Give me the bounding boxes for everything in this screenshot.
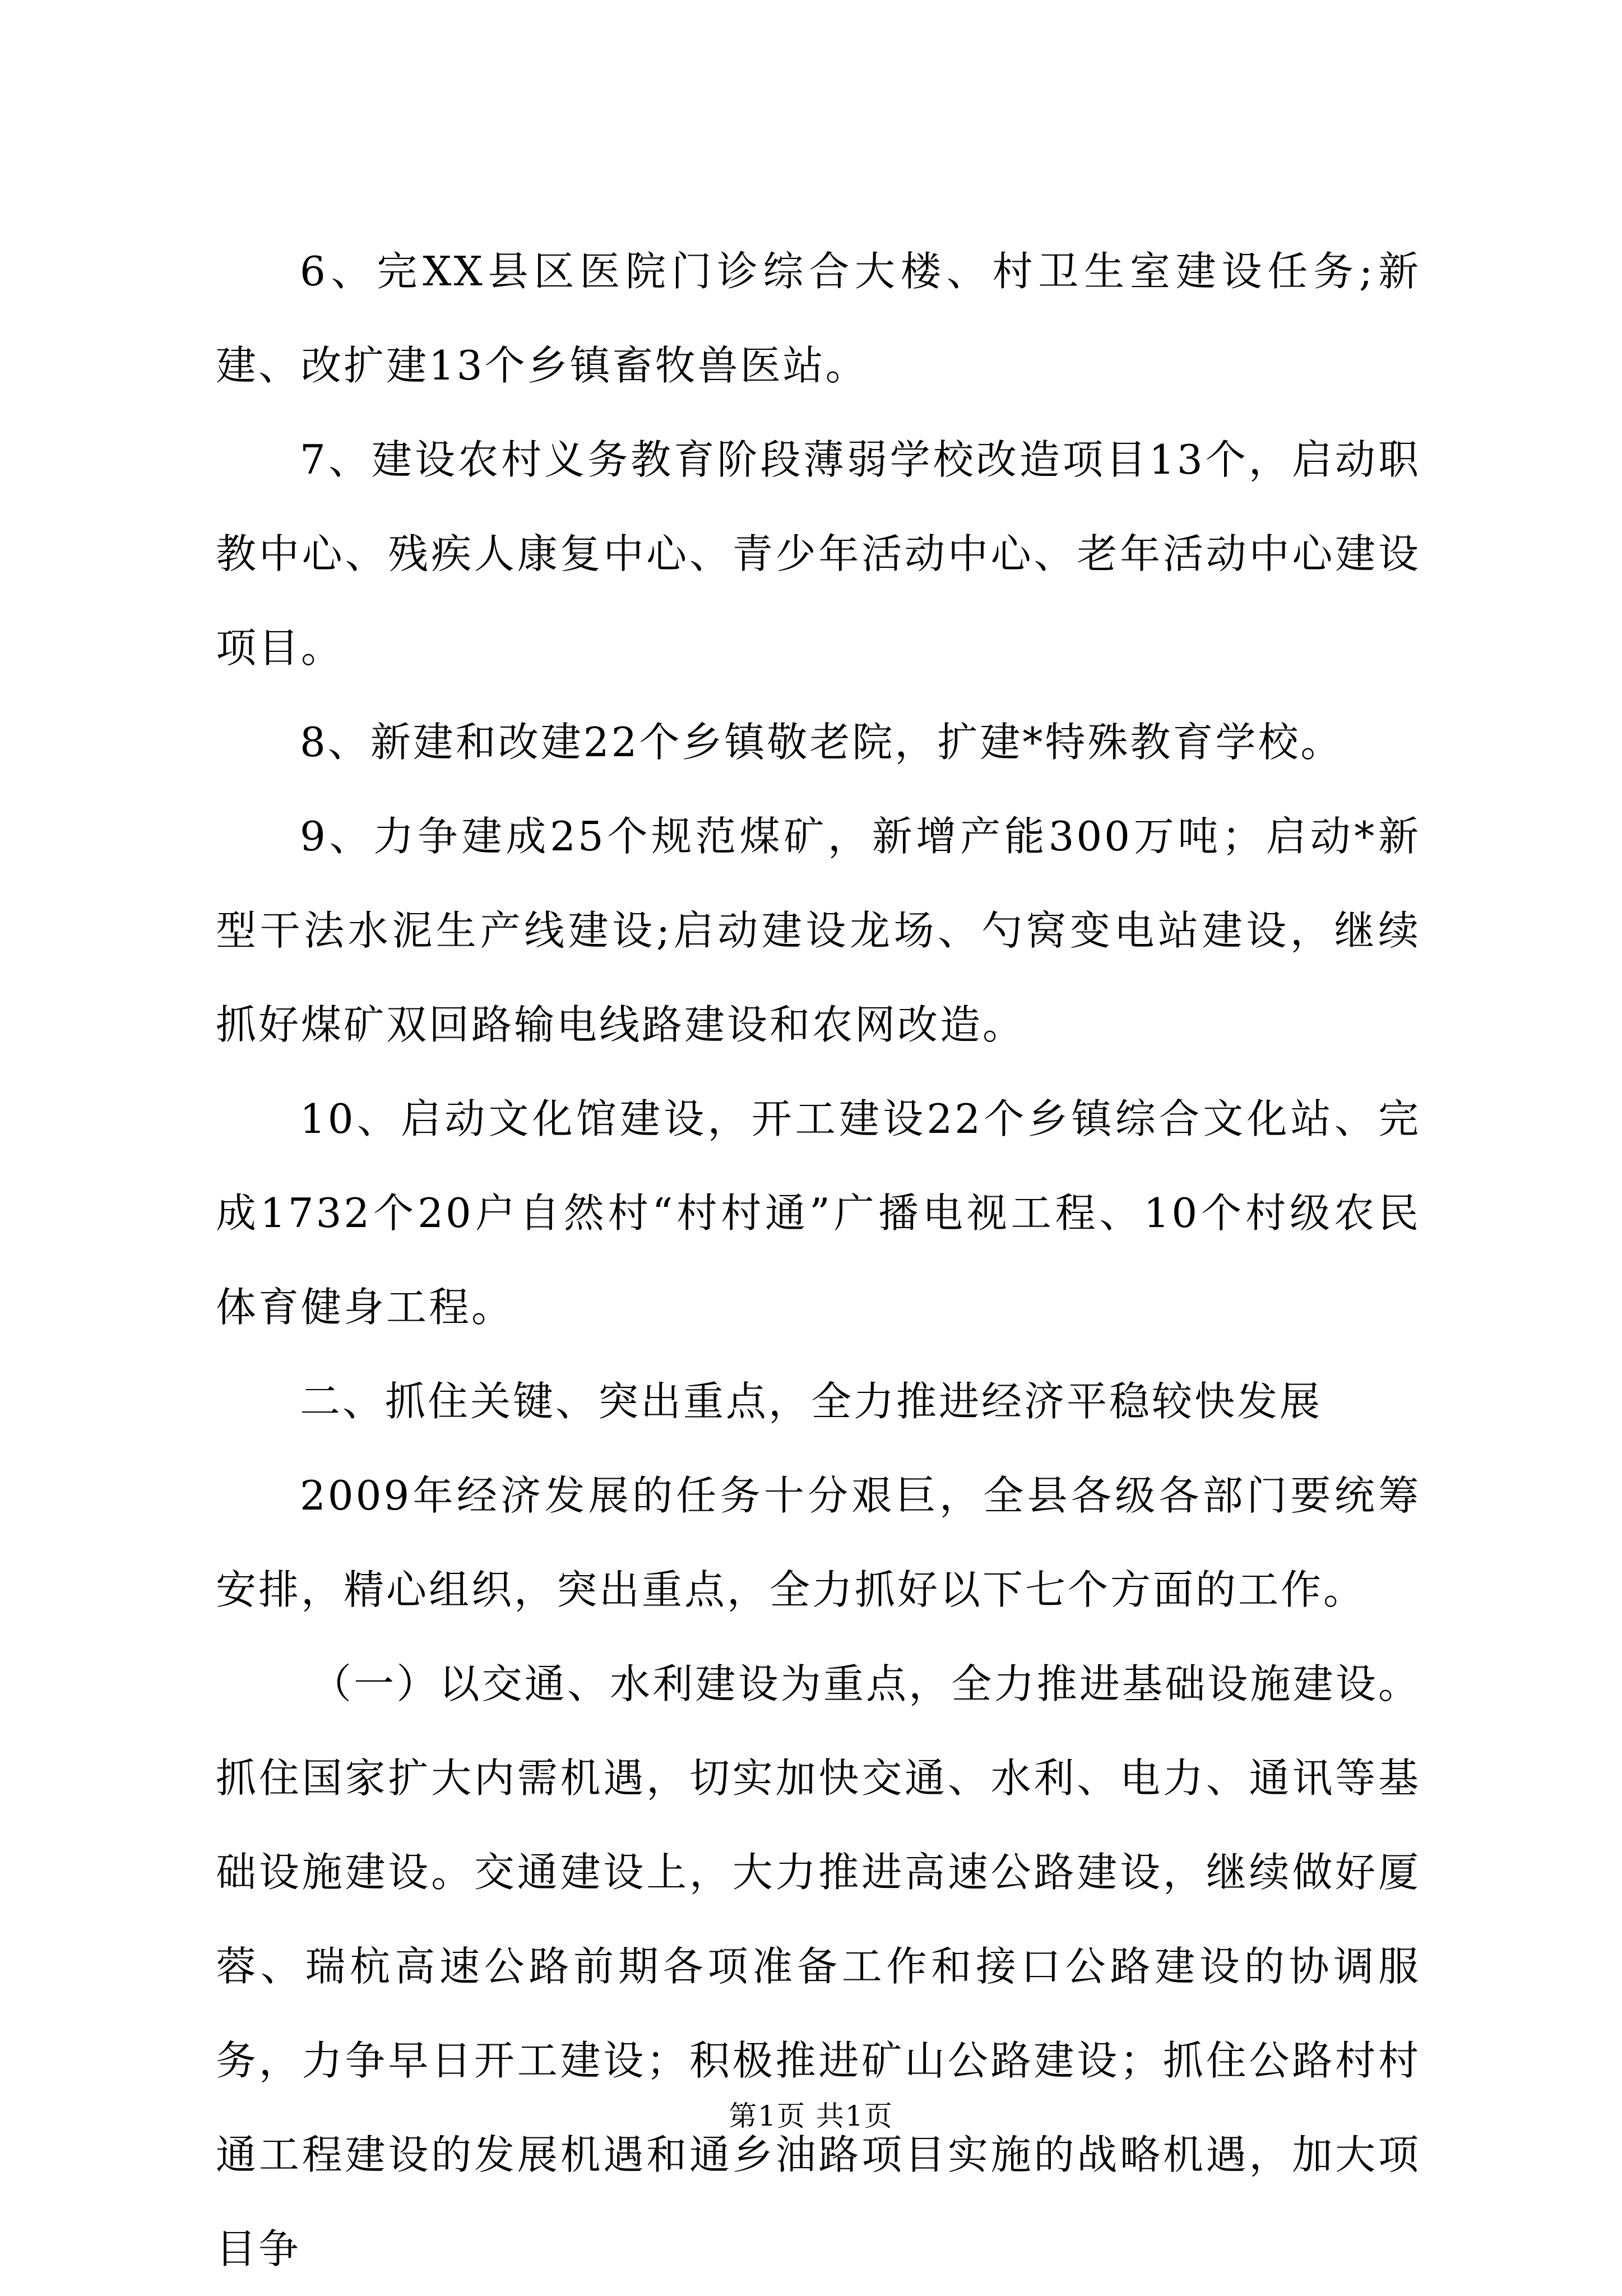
paragraph-item-10: 10、启动文化馆建设，开工建设22个乡镇综合文化站、完成1732个20户自然村“村村通”广播电视工程、10个村级农民体育健身工程。 xyxy=(216,1095,1421,1331)
document-body xyxy=(216,224,1421,2296)
intro-paragraph: 2009年经济发展的任务十分艰巨，全县各级各部门要统筹安排，精心组织，突出重点，全力抓好以下七个方面的工作。 xyxy=(216,1472,1421,1613)
paragraph-item-7: 7、建设农村义务教育阶段薄弱学校改造项目13个，启动职教中心、残疾人康复中心、青少年活动中心、老年活动中心建设项目。 xyxy=(216,436,1421,672)
page-footer: 第1页 共1页 xyxy=(729,2100,893,2132)
paragraph-item-8: 8、新建和改建22个乡镇敬老院，扩建*特殊教育学校。 xyxy=(300,719,1343,766)
subsection-paragraph: （一）以交通、水利建设为重点，全力推进基础设施建设。抓住国家扩大内需机遇，切实加快交通、水利、电力、通讯等基础设施建设。交通建设上，大力推进高速公路建设，继续做好厦蓉、瑞杭高速公路前期各项准备工作和接口公路建设的协调服务，力争早日开工建设；积极推进矿山公路建设；抓住公路村村通工程建设的发展机遇和通乡油路项目实施的战略机遇，加大项目争 xyxy=(216,1660,1421,2272)
paragraph-item-9: 9、力争建成25个规范煤矿，新增产能300万吨；启动*新型干法水泥生产线建设;启动建设龙场、勺窝变电站建设，继续抓好煤矿双回路输电线路建设和农网改造。 xyxy=(216,813,1421,1048)
paragraph-item-6: 6、完XX县区医院门诊综合大楼、村卫生室建设任务;新建、改扩建13个乡镇畜牧兽医站。 xyxy=(216,248,1421,389)
section-heading: 二、抓住关键、突出重点，全力推进经济平稳较快发展 xyxy=(300,1378,1323,1425)
